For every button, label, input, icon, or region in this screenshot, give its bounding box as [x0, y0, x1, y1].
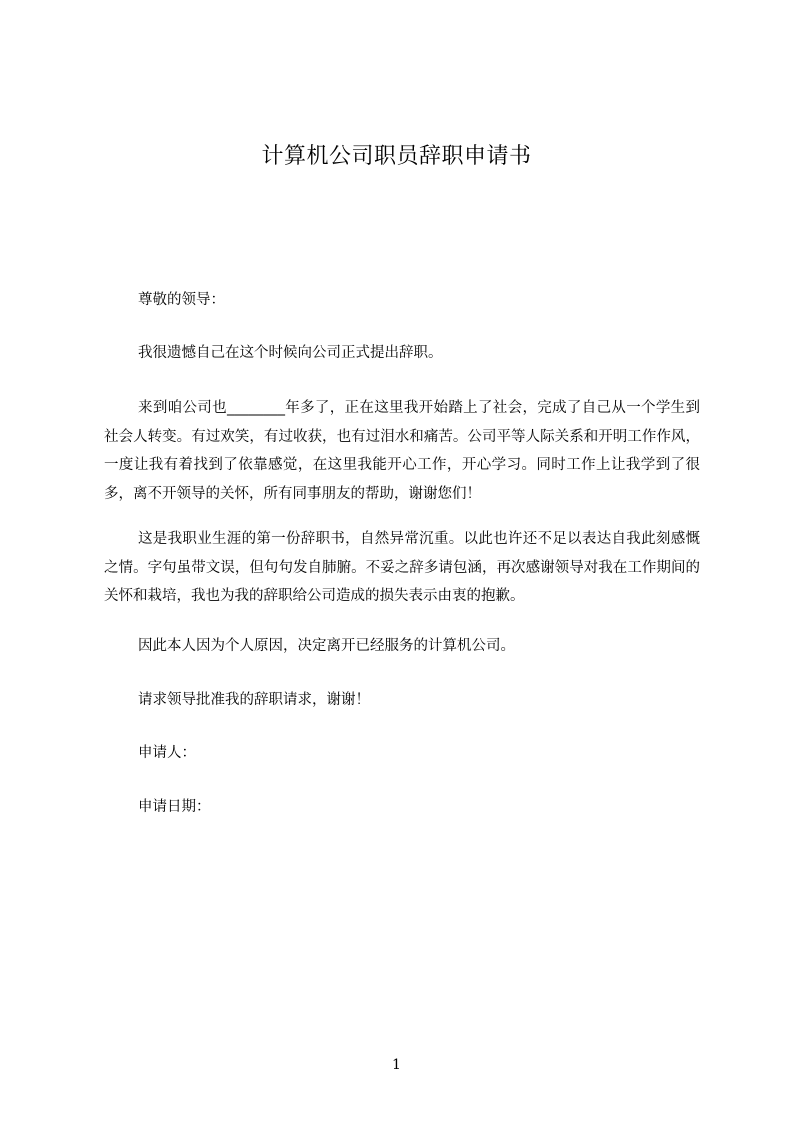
resignation-reason: 因此本人因为个人原因，决定离开已经服务的计算机公司。 — [138, 638, 515, 654]
body-paragraph-gratitude: 这是我职业生涯的第一份辞职书，自然异常沉重。以此也许还不足以表达自我此刻感慨之情。字句虽带文误，但句句发自肺腑。不妥之辞多请包涵，再次感谢领导对我在工作期间的关怀和栽培，我也为我的辞职给公司造成的损失表示由衷的抱歉。 — [104, 531, 700, 605]
document-title: 计算机公司职员辞职申请书 — [261, 144, 532, 169]
salutation: 尊敬的领导： — [138, 292, 225, 308]
approval-request: 请求领导批准我的辞职请求，谢谢！ — [138, 692, 370, 708]
body-paragraph-experience: 来到咱公司也________年多了，正在这里我开始踏上了社会，完成了自己从一个学生到社会人转变。有过欢笑，有过收获，也有过泪水和痛苦。公司平等人际关系和开明工作作风，一度让我有着找到了依靠感觉，在这里我能开心工作，开心学习。同时工作上让我学到了很多，离不开领导的关怀，所有同事朋友的帮助，谢谢您们！ — [104, 400, 700, 503]
opening-sentence: 我很遗憾自己在这个时候向公司正式提出辞职。 — [138, 345, 443, 361]
date-label: 申请日期： — [138, 799, 211, 815]
page-number: 1 — [392, 1057, 401, 1073]
applicant-label: 申请人： — [138, 745, 196, 761]
